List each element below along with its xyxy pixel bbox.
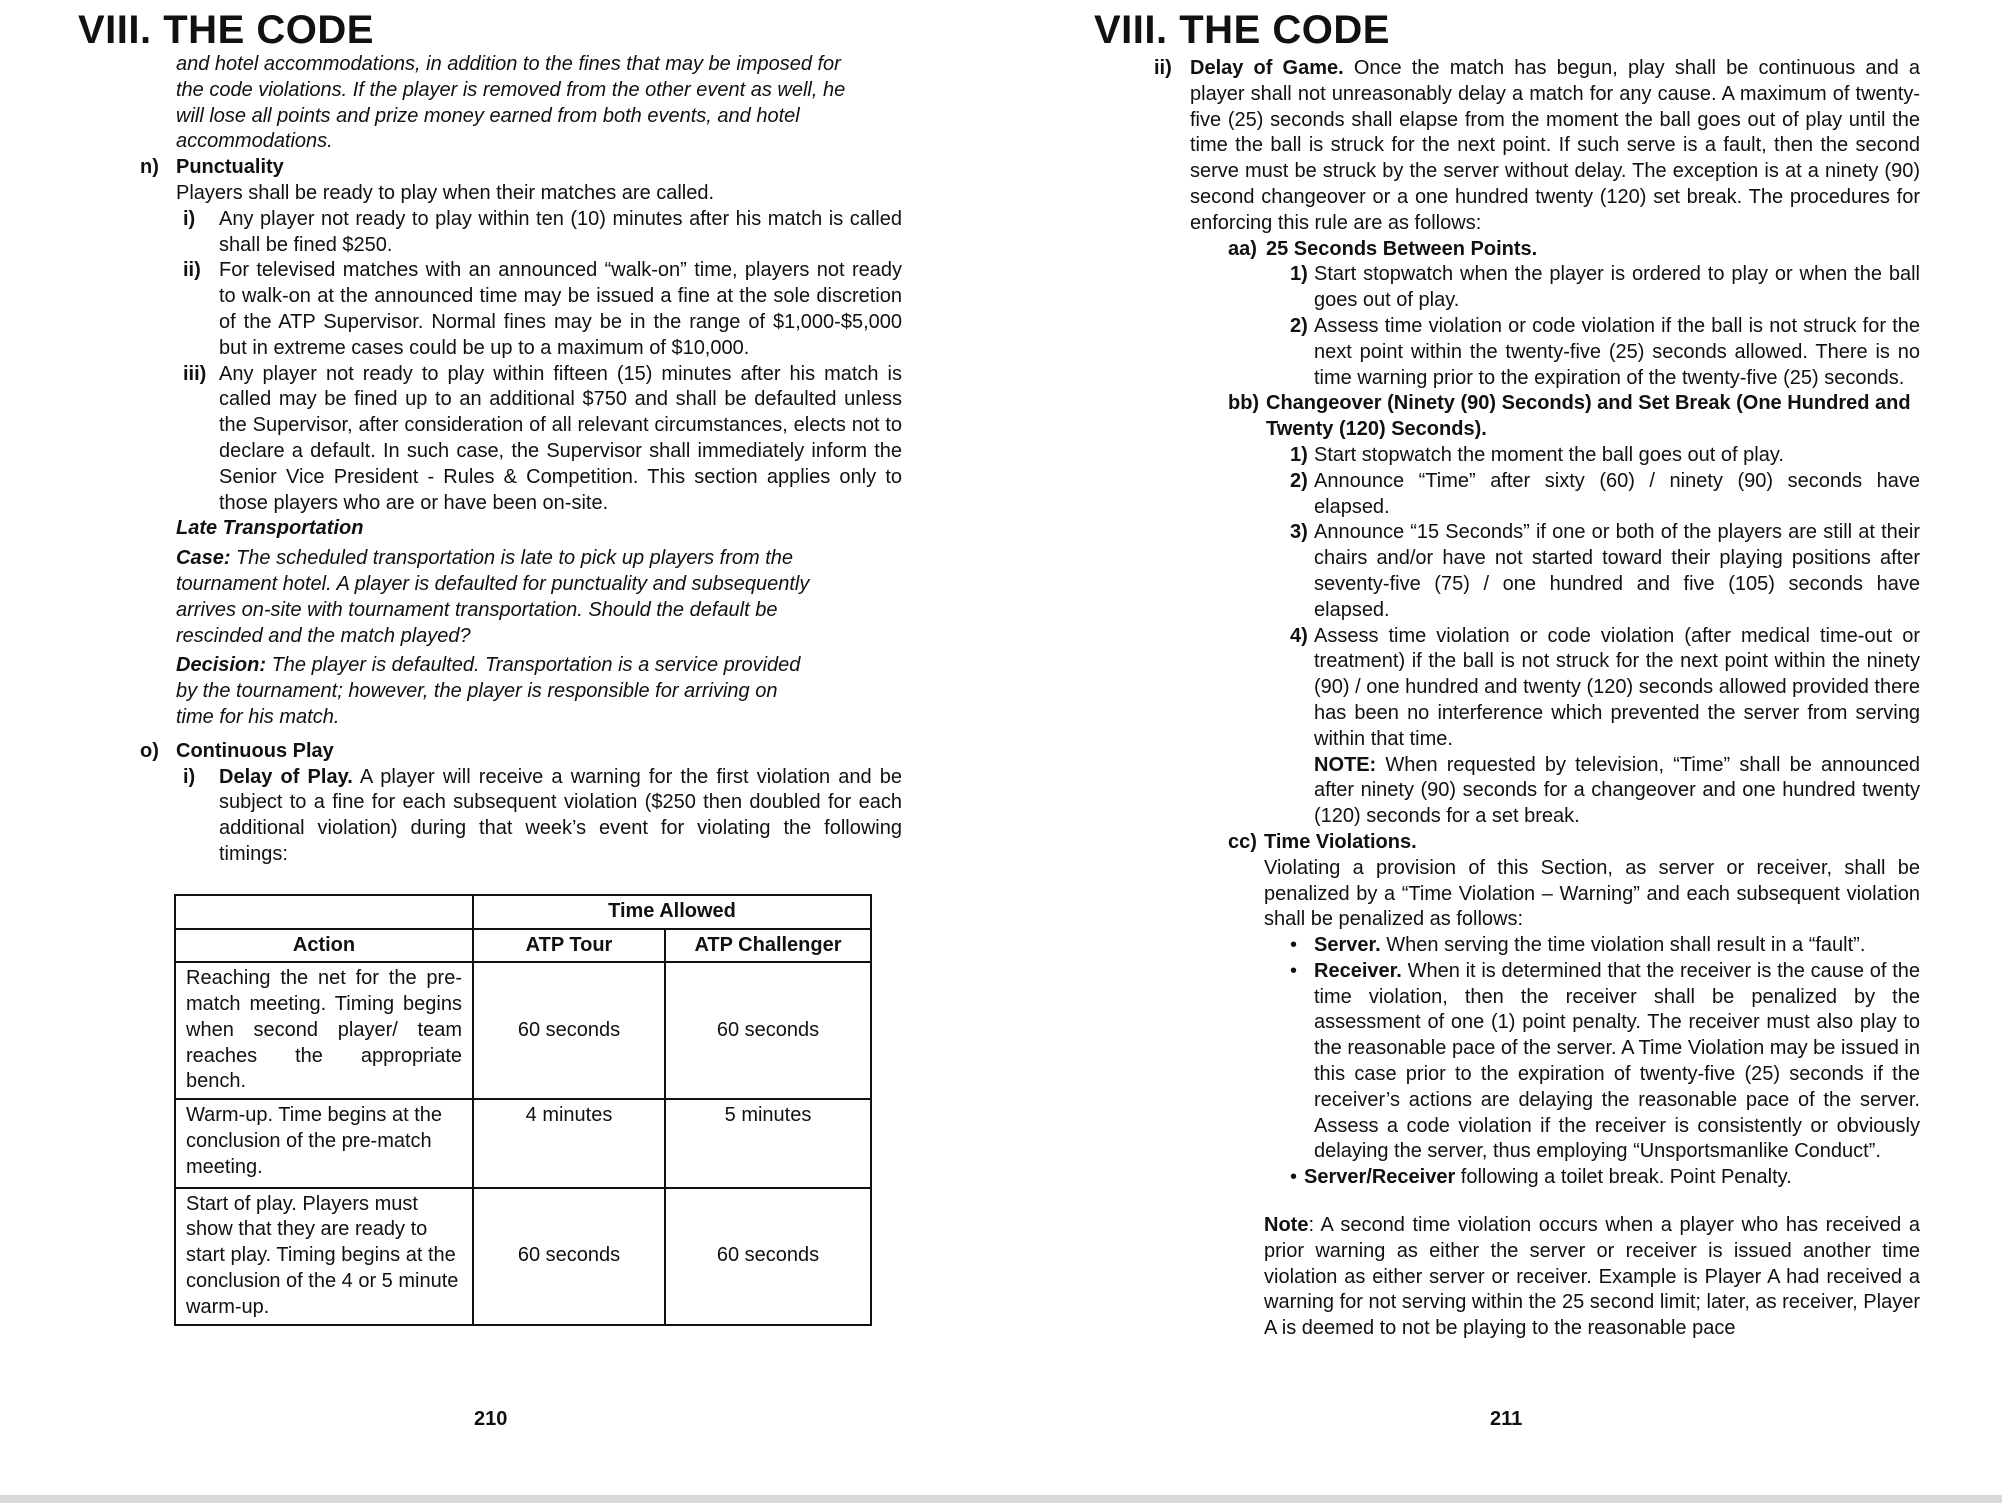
right-page-body bbox=[1154, 56, 1920, 1342]
item-marker: ii) bbox=[183, 259, 201, 282]
list-item bbox=[1290, 262, 1920, 314]
cc-intro: Violating a provision of this Section, as server or receiver, shall be penalized by a “Time Violation – Warning” and each subsequent violation shall be penalized as follows: bbox=[1264, 856, 1920, 931]
bb-note bbox=[1314, 753, 1920, 830]
table-header-atp-tour: ATP Tour bbox=[473, 929, 665, 963]
bullet-text: When serving the time violation shall result in a “fault”. bbox=[1386, 934, 1866, 957]
section-marker: o) bbox=[140, 739, 159, 762]
page-number: 211 bbox=[1490, 1408, 1523, 1430]
decision-label: Decision: bbox=[176, 654, 267, 677]
item-text: Assess time violation or code violation if the ball is not struck for the next point within the twenty-five (25) seconds allowed. There is no time warning prior to the expiration of the twenty-five (25) seconds. bbox=[1314, 314, 1920, 389]
section-marker: n) bbox=[140, 156, 159, 179]
subsection-aa bbox=[1228, 237, 1920, 263]
table-row bbox=[175, 1099, 871, 1187]
list-item bbox=[183, 362, 902, 517]
left-page bbox=[0, 0, 1000, 1480]
bullet-glyph: • bbox=[1290, 934, 1298, 957]
page-number: 210 bbox=[474, 1408, 508, 1430]
list-item bbox=[1290, 520, 1920, 623]
timings-table bbox=[174, 894, 872, 1326]
item-marker: 1) bbox=[1290, 263, 1308, 286]
bullet-text: following a toilet break. Point Penalty. bbox=[1460, 1166, 1792, 1189]
section-title: Punctuality bbox=[176, 156, 284, 179]
item-marker: 2) bbox=[1290, 469, 1308, 492]
delay-of-play-title: Delay of Play. bbox=[219, 765, 353, 788]
list-item bbox=[1290, 314, 1920, 391]
case-paragraph bbox=[176, 546, 816, 649]
table-row bbox=[175, 1188, 871, 1325]
table-cell: 4 minutes bbox=[473, 1099, 665, 1187]
list-item bbox=[1290, 469, 1920, 521]
subsection-title: 25 Seconds Between Points. bbox=[1266, 237, 1538, 260]
left-page-heading: VIII. THE CODE bbox=[78, 8, 374, 52]
bullet-glyph: • bbox=[1290, 1166, 1298, 1189]
item-text: Announce “15 Seconds” if one or both of the players are still at their chairs and/or have not started toward their playing positions after seventy-five (75) / one hundred and five (105) seconds have elapsed. bbox=[1314, 521, 1920, 621]
bullet-label: Receiver. bbox=[1314, 959, 1402, 982]
item-marker: i) bbox=[183, 765, 196, 788]
case-label: Case: bbox=[176, 547, 231, 570]
table-cell: Warm-up. Time begins at the conclusion of the pre-match meeting. bbox=[175, 1099, 473, 1187]
bottom-scroll-bar bbox=[0, 1495, 2002, 1503]
table-row bbox=[175, 962, 871, 1099]
item-text: Any player not ready to play within ten (10) minutes after his match is called shall be fined $250. bbox=[219, 207, 902, 256]
table-cell: 60 seconds bbox=[473, 1188, 665, 1325]
table-header-action: Action bbox=[175, 929, 473, 963]
right-page bbox=[1002, 0, 2002, 1480]
table-header-empty bbox=[175, 895, 473, 929]
note-text: : A second time violation occurs when a player who has received a prior warning as either the server or receiver is issued another time violation as either server or receiver. Example is Player A had received a warning for not serving within the 25 second limit; later, as receiver, Player A is deemed to not be playing to the reasonable pace bbox=[1264, 1214, 1920, 1340]
item-text: Start stopwatch the moment the ball goes out of play. bbox=[1314, 443, 1784, 466]
delay-of-game bbox=[1154, 56, 1920, 237]
bullet-label: Server/Receiver bbox=[1304, 1166, 1456, 1189]
table-cell: 60 seconds bbox=[473, 962, 665, 1099]
subsection-cc bbox=[1228, 830, 1920, 856]
item-marker: 4) bbox=[1290, 624, 1308, 647]
late-transportation-title: Late Transportation bbox=[176, 517, 364, 540]
item-marker: i) bbox=[183, 207, 196, 230]
table-cell: 60 seconds bbox=[665, 1188, 871, 1325]
item-text: Announce “Time” after sixty (60) / ninety (90) seconds have elapsed. bbox=[1314, 469, 1920, 518]
table-cell: Reaching the net for the pre-match meeting. Timing begins when second player/ team reaches the appropriate bench. bbox=[175, 962, 473, 1099]
subsection-marker: bb) bbox=[1228, 392, 1260, 415]
note-paragraph bbox=[1264, 1213, 1920, 1342]
subsection-title: Changeover (Ninety (90) Seconds) and Set Break (One Hundred and Twenty (120) Seconds). bbox=[1266, 392, 1911, 441]
delay-of-game-title: Delay of Game. bbox=[1190, 57, 1344, 79]
table-header-atp-challenger: ATP Challenger bbox=[665, 929, 871, 963]
continuation-paragraph: and hotel accommodations, in addition to the fines that may be imposed for the code violations. If the player is removed from the other event as well, he will lose all points and prize money earned from both events, and hotel accommodations. bbox=[176, 53, 846, 153]
item-marker: 3) bbox=[1290, 521, 1308, 544]
table-cell: Start of play. Players must show that they are ready to start play. Timing begins at the conclusion of the 4 or 5 minute warm-up. bbox=[175, 1188, 473, 1325]
table-cell: 60 seconds bbox=[665, 962, 871, 1099]
item-text: Assess time violation or code violation (after medical time-out or treatment) if the ball is not struck for the next point within the ninety (90) / one hundred and twenty (120) seconds allowed provided there has been no interference which prevented the server from serving within that time. bbox=[1314, 624, 1920, 750]
bullet-glyph: • bbox=[1290, 959, 1298, 982]
bullet-item bbox=[1290, 1165, 1920, 1191]
punctuality-intro: Players shall be ready to play when their matches are called. bbox=[176, 181, 715, 204]
subsection-bb bbox=[1228, 391, 1920, 443]
item-text: For televised matches with an announced “walk-on” time, players not ready to walk-on at the announced time may be issued a fine at the sole discretion of the ATP Supervisor. Normal fines may be in the range of $1,000-$5,000 but in extreme cases could be up to a maximum of $10,000. bbox=[219, 259, 902, 359]
right-page-heading: VIII. THE CODE bbox=[1094, 8, 1390, 52]
subsection-title: Time Violations. bbox=[1264, 830, 1417, 853]
item-marker: 1) bbox=[1290, 443, 1308, 466]
bullet-item bbox=[1290, 933, 1920, 959]
note-text: When requested by television, “Time” shall be announced after ninety (90) seconds for a changeover and one hundred twenty (120) seconds for a set break. bbox=[1314, 753, 1920, 828]
section-punctuality bbox=[140, 155, 902, 181]
note-label: NOTE: bbox=[1314, 753, 1377, 776]
section-marker: ii) bbox=[1154, 57, 1172, 79]
list-item bbox=[183, 765, 902, 868]
list-item bbox=[183, 258, 902, 361]
left-page-body bbox=[140, 52, 902, 1326]
list-item bbox=[1290, 443, 1920, 469]
list-item bbox=[1290, 624, 1920, 753]
subsection-marker: aa) bbox=[1228, 237, 1257, 260]
delay-of-game-text: Once the match has begun, play shall be continuous and a player shall not unreasonably delay a match for any cause. A maximum of twenty-five (25) seconds shall elapse from the moment the ball goes out of play until the time the ball is struck for the next point. If such serve is a fault, then the second serve must be struck by the server without delay. The exception is at a ninety (90) second changeover or a one hundred twenty (120) set break. The procedures for enforcing this rule are as follows: bbox=[1190, 57, 1920, 234]
table-cell: 5 minutes bbox=[665, 1099, 871, 1187]
section-title: Continuous Play bbox=[176, 739, 334, 762]
list-item bbox=[183, 207, 902, 259]
decision-paragraph bbox=[176, 653, 816, 730]
case-text: The scheduled transportation is late to pick up players from the tournament hotel. A player is defaulted for punctuality and subsequently arrives on-site with tournament transportation. Should the default be rescinded and the match played? bbox=[176, 547, 810, 647]
item-text: Start stopwatch when the player is ordered to play or when the ball goes out of play. bbox=[1314, 263, 1920, 312]
subsection-marker: cc) bbox=[1228, 830, 1257, 853]
bullet-text: When it is determined that the receiver is the cause of the time violation, then the receiver shall be penalized by the assessment of one (1) point penalty. The receiver must also play to the reasonable pace of the server. A Time Violation may be issued in this case prior to the expiration of twenty-five (25) seconds if the receiver’s actions are delaying the reasonable pace of the server. Assess a code violation if the receiver is consistently or obviously delaying the server, thus employing “Unsportsmanlike Conduct”. bbox=[1314, 959, 1920, 1163]
section-continuous-play bbox=[140, 739, 902, 765]
item-marker: iii) bbox=[183, 362, 207, 385]
item-marker: 2) bbox=[1290, 314, 1308, 337]
decision-text: The player is defaulted. Transportation is a service provided by the tournament; however, the player is responsible for arriving on time for his match. bbox=[176, 654, 801, 728]
item-text: Any player not ready to play within fifteen (15) minutes after his match is called may be fined up to an additional $750 and shall be defaulted unless the Supervisor, after consideration of all relevant circumstances, elects not to declare a default. In such case, the Supervisor shall immediately inform the Senior Vice President - Rules & Competition. This section applies only to those players who are or have been on-site. bbox=[219, 362, 902, 514]
delay-of-play-text: A player will receive a warning for the first violation and be subject to a fine for each subsequent violation ($250 then doubled for each additional violation) during that week’s event for violating the following timings: bbox=[219, 765, 903, 865]
bullet-item bbox=[1290, 959, 1920, 1165]
note-label: Note bbox=[1264, 1214, 1309, 1237]
bullet-label: Server. bbox=[1314, 934, 1381, 957]
table-group-header: Time Allowed bbox=[473, 895, 871, 929]
